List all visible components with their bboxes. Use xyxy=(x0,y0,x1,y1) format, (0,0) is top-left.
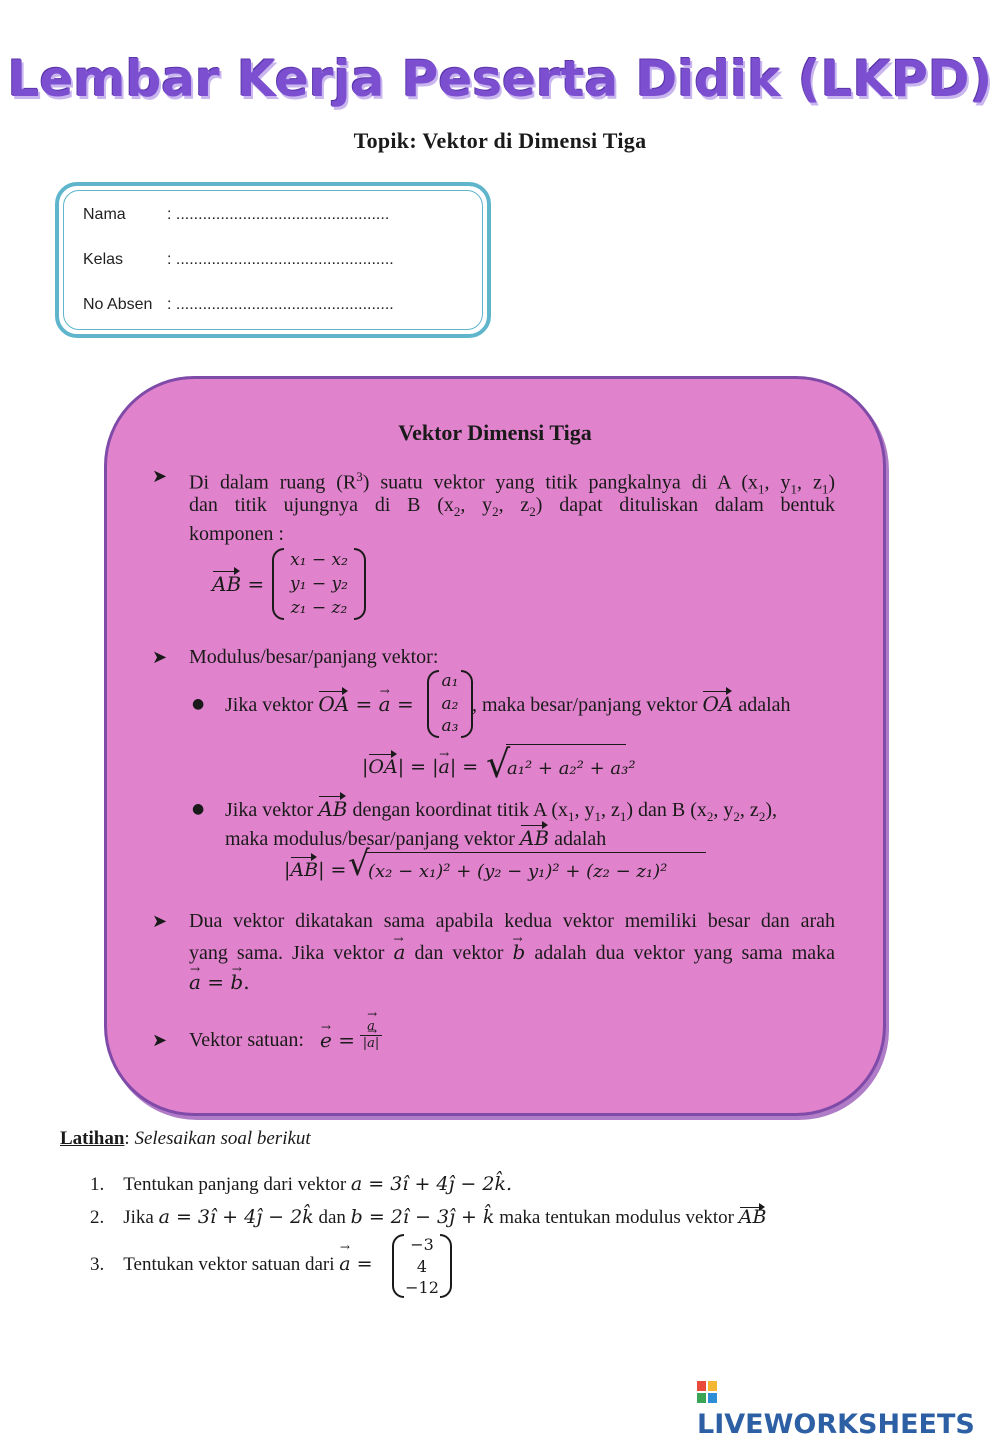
theory-p1-line2: dan titik ujungnya di B ($x_2$, $y_2$, $z_2$) dapat dituliskan dalam bentuk xyxy=(189,494,835,519)
theory-title: Vektor Dimensi Tiga xyxy=(398,420,592,445)
question-2: 2. Jika a = 3î + 4ĵ − 2k̂ dan b = 2î − 3ĵ + k̂ maka tentukan modulus vektor AB xyxy=(90,1206,767,1228)
liveworksheets-brand: LIVEWORKSHEETS xyxy=(697,1409,975,1440)
worksheet-title: Lembar Kerja Peserta Didik (LKPD) xyxy=(7,50,993,108)
dot-bullet-icon: ● xyxy=(192,801,205,817)
class-row[interactable] xyxy=(83,251,394,269)
ab-vector-label: AB = xyxy=(212,570,264,599)
identity-box xyxy=(55,182,491,338)
absen-label: No Absen xyxy=(83,296,153,313)
sqrt-icon: √ xyxy=(486,742,511,786)
arrow-bullet-icon: ➤ xyxy=(152,647,168,668)
ab-matrix: x₁ − x₂ y₁ − y₂ z₁ − z₂ xyxy=(272,548,366,620)
theory-p1-line3: komponen : xyxy=(189,523,284,545)
oa-modulus-formula: |OA| = |a →| = xyxy=(362,753,478,782)
theory-p1-line1: Di dalam ruang $(R^3)$ suatu vektor yang titik pangkalnya di A ($x_1$, $y_1$, $z_1$) xyxy=(189,469,835,497)
topic-subtitle: Topik: Vektor di Dimensi Tiga xyxy=(353,128,647,153)
dot-bullet-icon: ● xyxy=(192,696,205,712)
exercise-heading: Latihan: Selesaikan soal berikut xyxy=(60,1128,311,1149)
unit-vector-label: Vektor satuan: xyxy=(189,1029,304,1051)
name-row[interactable] xyxy=(83,206,389,224)
question-3: 3. Tentukan vektor satuan dari a → = xyxy=(90,1253,373,1276)
unit-vector-formula: e → = xyxy=(320,1026,355,1055)
equality-line3: a → = b →. xyxy=(189,968,250,997)
absen-field[interactable]: : ................................................. xyxy=(167,296,394,313)
name-field[interactable]: : ................................................ xyxy=(167,206,390,223)
ab-modulus-formula: |AB| = xyxy=(284,856,346,885)
name-label: Nama xyxy=(83,206,126,223)
unit-vector-fraction: a → |a →| xyxy=(360,1019,382,1052)
modulus-heading: Modulus/besar/panjang vektor: xyxy=(189,646,439,668)
liveworksheets-logo[interactable] xyxy=(697,1378,1000,1440)
ab-modulus-rhs: (x₂ − x₁)² + (y₂ − y₁)² + (z₂ − z₁)² xyxy=(368,861,668,882)
oa-matrix: a₁ a₂ a₃ xyxy=(427,670,473,738)
q3-matrix: −3 4 −12 xyxy=(392,1234,452,1298)
modulus-ab-line2: maka modulus/besar/panjang vektor AB adalah xyxy=(225,824,606,854)
equality-line2: yang sama. Jika vektor a → dan vektor b → adalah dua vektor yang sama maka xyxy=(189,938,835,968)
arrow-bullet-icon: ➤ xyxy=(152,466,168,487)
modulus-oa-tail: , maka besar/panjang vektor OA adalah xyxy=(472,690,791,720)
class-label: Kelas xyxy=(83,251,124,268)
liveworksheets-logo-icon xyxy=(697,1381,719,1405)
class-field[interactable]: : ................................................. xyxy=(167,251,394,268)
sqrt-icon: √ xyxy=(348,844,370,884)
oa-modulus-rhs: a₁² + a₂² + a₃² xyxy=(507,758,636,779)
arrow-bullet-icon: ➤ xyxy=(152,1030,168,1051)
modulus-oa-text: Jika vektor OA = a → = xyxy=(225,690,414,720)
absen-row[interactable] xyxy=(83,296,394,314)
question-1: 1. Tentukan panjang dari vektor a = 3î + 4ĵ − 2k̂. xyxy=(90,1173,513,1195)
modulus-ab-line1: Jika vektor AB dengan koordinat titik A ($x_1$, $y_1$, $z_1$) dan B ($x_2$, $y_2$, $z_2$), xyxy=(225,797,777,824)
arrow-bullet-icon: ➤ xyxy=(152,911,168,932)
equality-line1: Dua vektor dikatakan sama apabila kedua vektor memiliki besar dan arah xyxy=(189,910,835,932)
